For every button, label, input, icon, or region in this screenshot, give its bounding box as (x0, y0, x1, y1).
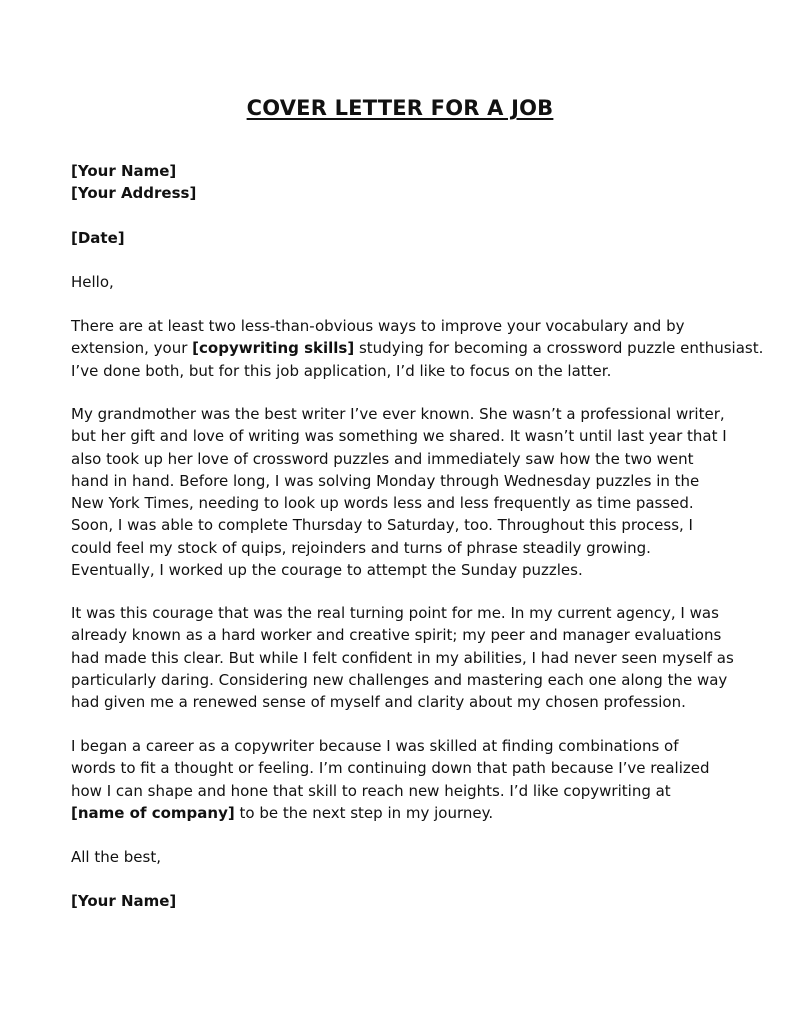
paragraph-1 (71, 315, 764, 382)
paragraph-line: New York Times, needing to look up words less and less frequently as time passed. (71, 494, 694, 513)
sender-address: [Your Address] (71, 184, 197, 203)
paragraph-4 (71, 735, 751, 824)
greeting: Hello, (71, 273, 114, 291)
sender-name: [Your Name] (71, 162, 177, 180)
paragraph-line: I began a career as a copywriter because I was skilled at finding combinations of (71, 737, 679, 755)
text-run: studying for becoming a crossword puzzle enthusiast. (354, 339, 764, 358)
paragraph-line: also took up her love of crossword puzzles and immediately saw how the two went (71, 449, 694, 468)
paragraph-line: words to fit a thought or feeling. I’m continuing down that path because I’ve realized (71, 759, 710, 778)
text-run: to be the next step in my journey. (234, 803, 494, 822)
paragraph-line: had made this clear. But while I felt confident in my abilities, I had never seen myself as (71, 648, 734, 667)
paragraph-line: had given me a renewed sense of myself and clarity about my chosen profession. (71, 693, 686, 712)
paragraph-2 (71, 403, 751, 581)
paragraph-3 (71, 602, 751, 713)
paragraph-line: but her gift and love of writing was something we shared. It wasn’t until last year that I (71, 427, 727, 446)
placeholder-copywriting-skills: [copywriting skills] (192, 339, 355, 358)
closing: All the best, (71, 848, 161, 866)
paragraph-line: I’ve done both, but for this job application, I’d like to focus on the latter. (71, 361, 612, 380)
paragraph-line: particularly daring. Considering new challenges and mastering each one along the way (71, 670, 728, 689)
paragraph-line: how I can shape and hone that skill to reach new heights. I’d like copywriting at (71, 781, 671, 800)
paragraph-line: My grandmother was the best writer I’ve ever known. She wasn’t a professional writer, (71, 405, 725, 423)
sender-block (71, 160, 751, 205)
date: [Date] (71, 229, 125, 247)
page-title: COVER LETTER FOR A JOB (246, 96, 554, 120)
paragraph-line: already known as a hard worker and creative spirit; my peer and manager evaluations (71, 626, 722, 645)
paragraph-line (71, 802, 751, 824)
paragraph-line: Eventually, I worked up the courage to attempt the Sunday puzzles. (71, 561, 583, 580)
signature: [Your Name] (71, 892, 177, 910)
paragraph-line: Soon, I was able to complete Thursday to Saturday, too. Throughout this process, I (71, 516, 693, 535)
text-run: extension, your (71, 339, 193, 358)
paragraph-line (71, 337, 764, 359)
placeholder-company-name: [name of company] (71, 803, 235, 822)
paragraph-line: There are at least two less-than-obvious ways to improve your vocabulary and by (71, 317, 685, 335)
paragraph-line: could feel my stock of quips, rejoinders and turns of phrase steadily growing. (71, 538, 651, 557)
paragraph-line: hand in hand. Before long, I was solving Monday through Wednesday puzzles in the (71, 471, 700, 490)
paragraph-line: It was this courage that was the real turning point for me. In my current agency, I was (71, 604, 719, 622)
